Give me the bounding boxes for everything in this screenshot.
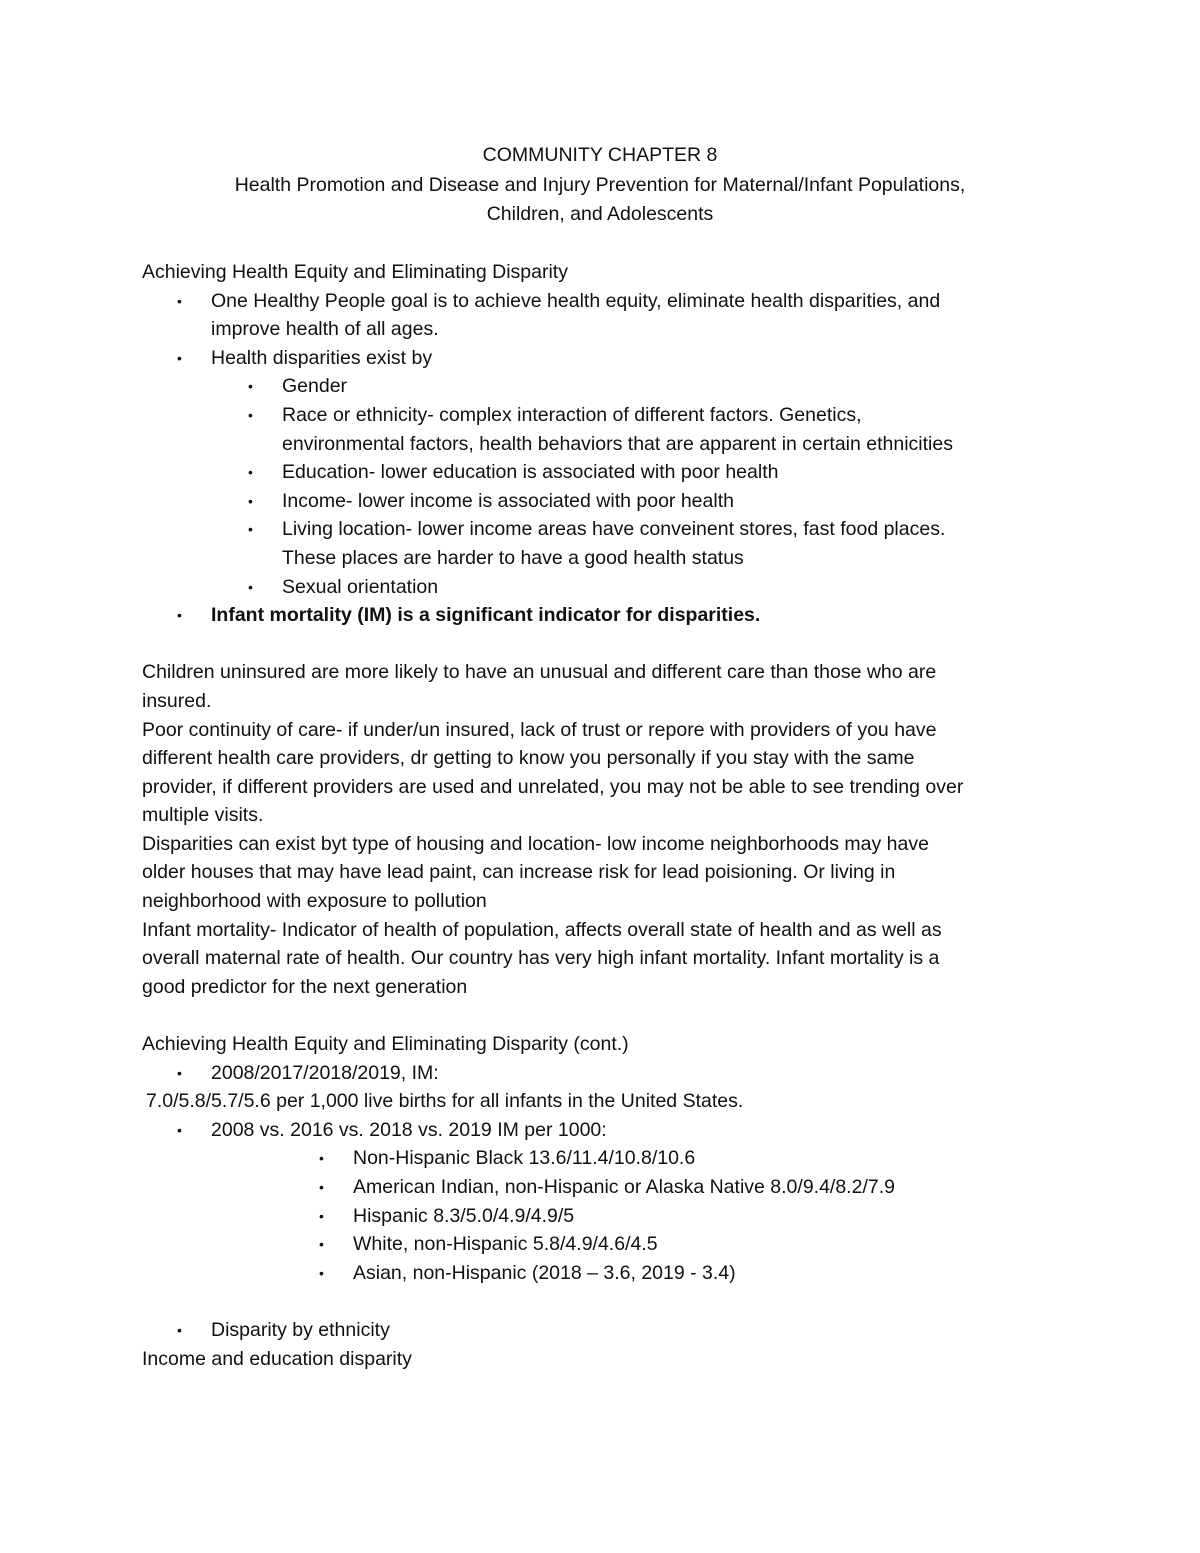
- bullet-item: [142, 1059, 1072, 1088]
- bullet-text: American Indian, non-Hispanic or Alaska Native 8.0/9.4/8.2/7.9: [353, 1176, 895, 1198]
- paragraph-line: good predictor for the next generation: [142, 975, 468, 998]
- paragraph-line: insured.: [142, 689, 212, 712]
- bullet-text: Non-Hispanic Black 13.6/11.4/10.8/10.6: [353, 1147, 696, 1170]
- bullet-item: [142, 1116, 1072, 1145]
- bullet-text: One Healthy People goal is to achieve health equity, eliminate health disparities, and: [211, 289, 941, 312]
- sub-bullet-continuation: environmental factors, health behaviors that are apparent in certain ethnicities: [282, 432, 953, 455]
- chapter-title: COMMUNITY CHAPTER 8: [482, 144, 718, 166]
- paragraph-line: Poor continuity of care- if under/un insured, lack of trust or repore with providers of you have: [142, 718, 937, 741]
- bullet-text: Asian, non-Hispanic (2018 – 3.6, 2019 - 3.4): [353, 1261, 736, 1284]
- paragraph-line: Children uninsured are more likely to have an unusual and different care than those who are: [142, 661, 937, 684]
- bullet-text: Sexual orientation: [282, 575, 439, 598]
- paragraph-line: different health care providers, dr getting to know you personally if you stay with the same: [142, 747, 915, 770]
- bullet-icon: •: [248, 521, 253, 538]
- bullet-icon: •: [177, 1121, 182, 1138]
- bullet-text: Race or ethnicity- complex interaction of different factors. Genetics,: [282, 403, 862, 426]
- chapter-subtitle-line2: Children, and Adolescents: [486, 203, 714, 225]
- rates-line: 7.0/5.8/5.7/5.6 per 1,000 live births for all infants in the United States.: [146, 1090, 744, 1113]
- sub-bullet-item: [142, 1202, 1072, 1231]
- paragraph-line: Income and education disparity: [142, 1347, 412, 1370]
- bullet-text: Living location- lower income areas have conveinent stores, fast food places.: [282, 518, 946, 541]
- sub-bullet-item: [142, 573, 1072, 602]
- bullet-text: Income- lower income is associated with poor health: [282, 489, 734, 512]
- sub-bullet-item: [142, 515, 1072, 544]
- bullet-item: [142, 601, 1072, 630]
- bullet-icon: •: [319, 1207, 324, 1224]
- bullet-icon: •: [319, 1236, 324, 1253]
- paragraph-line: Infant mortality- Indicator of health of population, affects overall state of health and as well as: [142, 918, 942, 941]
- bullet-item: [142, 1316, 1072, 1345]
- paragraph-line: older houses that may have lead paint, can increase risk for lead poisioning. Or living in: [142, 861, 896, 884]
- sub-bullet-item: [142, 1230, 1072, 1259]
- bullet-item: [142, 287, 1072, 316]
- bullet-icon: •: [248, 578, 253, 595]
- sub-bullet-item: [142, 401, 1072, 430]
- paragraph-line: provider, if different providers are used and unrelated, you may not be able to see trending over: [142, 775, 964, 798]
- bullet-icon: •: [177, 292, 182, 309]
- bullet-icon: •: [248, 378, 253, 395]
- bullet-continuation: improve health of all ages.: [211, 318, 439, 341]
- bullet-text: 2008/2017/2018/2019, IM:: [211, 1061, 439, 1084]
- bullet-text: Hispanic 8.3/5.0/4.9/4.9/5: [353, 1204, 575, 1227]
- bullet-icon: •: [319, 1150, 324, 1167]
- sub-bullet-item: [142, 372, 1072, 401]
- bullet-text: Education- lower education is associated with poor health: [282, 461, 779, 484]
- blank-line: [142, 630, 1072, 659]
- paragraph-line: Disparities can exist byt type of housing and location- low income neighborhoods may have: [142, 832, 929, 855]
- bullet-text: Gender: [282, 375, 348, 398]
- paragraph-line: overall maternal rate of health. Our country has very high infant mortality. Infant mortality is a: [142, 947, 940, 970]
- bullet-text-bold: Infant mortality (IM) is a significant indicator for disparities.: [211, 604, 761, 627]
- section-heading: Achieving Health Equity and Eliminating Disparity: [142, 261, 568, 283]
- bullet-icon: •: [248, 406, 253, 423]
- title-block: [100, 141, 1100, 230]
- paragraph-line: neighborhood with exposure to pollution: [142, 890, 487, 913]
- bullet-icon: •: [177, 1064, 182, 1081]
- bullet-text: 2008 vs. 2016 vs. 2018 vs. 2019 IM per 1000:: [211, 1118, 607, 1141]
- bullet-icon: •: [248, 492, 253, 509]
- bullet-text: White, non-Hispanic 5.8/4.9/4.6/4.5: [353, 1233, 658, 1256]
- sub-bullet-item: [142, 487, 1072, 516]
- bullet-text: Health disparities exist by: [211, 346, 433, 369]
- bullet-text: Disparity by ethnicity: [211, 1318, 390, 1341]
- bullet-icon: •: [248, 464, 253, 481]
- sub-bullet-item: [142, 1259, 1072, 1288]
- sub-bullet-item: [142, 1173, 1072, 1202]
- bullet-item: [142, 344, 1072, 373]
- sub-bullet-item: [142, 458, 1072, 487]
- bullet-icon: •: [177, 607, 182, 624]
- blank-line: [142, 1287, 1072, 1316]
- document-body: [142, 258, 1072, 1373]
- chapter-subtitle-line1: Health Promotion and Disease and Injury Prevention for Maternal/Infant Populations,: [234, 173, 966, 196]
- bullet-icon: •: [177, 349, 182, 366]
- blank-line: [142, 1001, 1072, 1030]
- bullet-icon: •: [319, 1264, 324, 1281]
- sub-bullet-item: [142, 1144, 1072, 1173]
- bullet-icon: •: [177, 1321, 182, 1338]
- paragraph-line: multiple visits.: [142, 804, 264, 827]
- section-heading: Achieving Health Equity and Eliminating Disparity (cont.): [142, 1033, 629, 1056]
- sub-bullet-continuation: These places are harder to have a good health status: [282, 546, 744, 569]
- bullet-icon: •: [319, 1179, 324, 1195]
